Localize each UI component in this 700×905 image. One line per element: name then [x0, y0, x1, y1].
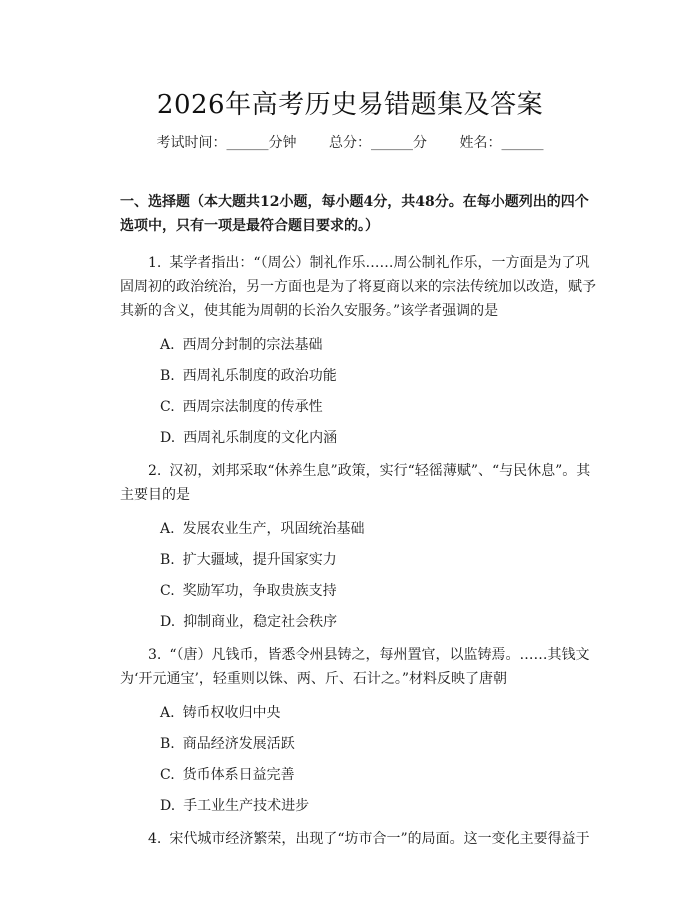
total-score-field — [329, 132, 427, 152]
option-letter: D. — [160, 798, 176, 814]
option-letter: D. — [160, 614, 176, 630]
question-3 — [120, 643, 600, 691]
option-b — [120, 550, 600, 570]
question-number: 4. — [148, 831, 162, 847]
option-text: 发展农业生产，巩固统治基础 — [182, 521, 365, 537]
total-score-blank: ______ — [371, 135, 413, 151]
option-letter: C. — [160, 767, 175, 783]
question-stem: “（唐）凡钱币，皆悉令州县铸之，每州置官，以监铸焉。……其钱文为‘开元通宝’，轻重则以铢、两、斤、石计之。”材料反映了唐朝 — [120, 647, 590, 687]
question-section — [120, 190, 600, 851]
name-label: 姓名： — [459, 135, 502, 151]
option-c — [120, 765, 600, 785]
option-b — [120, 734, 600, 754]
option-text: 西周礼乐制度的文化内涵 — [183, 430, 338, 446]
option-a — [120, 519, 600, 539]
option-letter: B. — [160, 552, 175, 568]
option-text: 西周礼乐制度的政治功能 — [182, 368, 337, 384]
total-score-label: 总分： — [329, 135, 371, 151]
option-a — [120, 703, 600, 723]
question-1 — [120, 251, 600, 323]
question-stem: 宋代城市经济繁荣，出现了“坊市合一”的局面。这一变化主要得益于 — [169, 831, 590, 847]
document-title: 2026年高考历史易错题集及答案 — [156, 90, 544, 120]
question-number: 2. — [148, 463, 162, 479]
option-text: 西周宗法制度的传承性 — [182, 399, 323, 415]
exam-time-unit: 分钟 — [268, 135, 297, 151]
name-blank: ______ — [501, 135, 544, 151]
section-heading: 一、选择题（本大题共12小题，每小题4分，共48分。在每小题列出的四个选项中，只有一项是最符合题目要求的。） — [120, 194, 589, 234]
option-letter: A. — [160, 705, 175, 721]
question-4 — [120, 827, 600, 851]
option-text: 铸币权收归中央 — [182, 705, 281, 721]
option-d — [120, 612, 600, 632]
option-letter: C. — [160, 583, 175, 599]
option-text: 手工业生产技术进步 — [183, 798, 310, 814]
question-stem: 某学者指出：“（周公）制礼作乐……周公制礼作乐，一方面是为了巩固周初的政治统治，另一方面也是为了将夏商以来的宗法传统加以改造，赋予其新的含义，使其能为周朝的长治久安服务。”该学者强调的是 — [120, 255, 596, 319]
question-number: 3. — [148, 647, 162, 663]
exam-time-label: 考试时间： — [156, 135, 227, 151]
exam-time-blank: ______ — [226, 135, 269, 151]
question-number: 1. — [148, 255, 162, 271]
question-stem: 汉初，刘邦采取“休养生息”政策，实行“轻徭薄赋”、“与民休息”。其主要目的是 — [120, 463, 591, 503]
exam-info-line — [0, 132, 700, 152]
option-text: 奖励军功，争取贵族支持 — [182, 583, 337, 599]
option-text: 商品经济发展活跃 — [182, 736, 295, 752]
question-2 — [120, 459, 600, 507]
option-letter: B. — [160, 736, 175, 752]
option-c — [120, 581, 600, 601]
option-d — [120, 796, 600, 816]
name-field — [459, 132, 543, 152]
option-text: 货币体系日益完善 — [182, 767, 295, 783]
option-letter: A. — [160, 521, 175, 537]
option-a — [120, 335, 600, 355]
option-letter: C. — [160, 399, 175, 415]
option-b — [120, 366, 600, 386]
option-text: 扩大疆域，提升国家实力 — [182, 552, 337, 568]
option-letter: A. — [160, 337, 175, 353]
exam-time-field — [157, 132, 297, 152]
total-score-unit: 分 — [413, 135, 427, 151]
option-letter: B. — [160, 368, 175, 384]
option-c — [120, 397, 600, 417]
option-letter: D. — [160, 430, 176, 446]
option-text: 抑制商业，稳定社会秩序 — [183, 614, 338, 630]
option-d — [120, 428, 600, 448]
option-text: 西周分封制的宗法基础 — [182, 337, 323, 353]
